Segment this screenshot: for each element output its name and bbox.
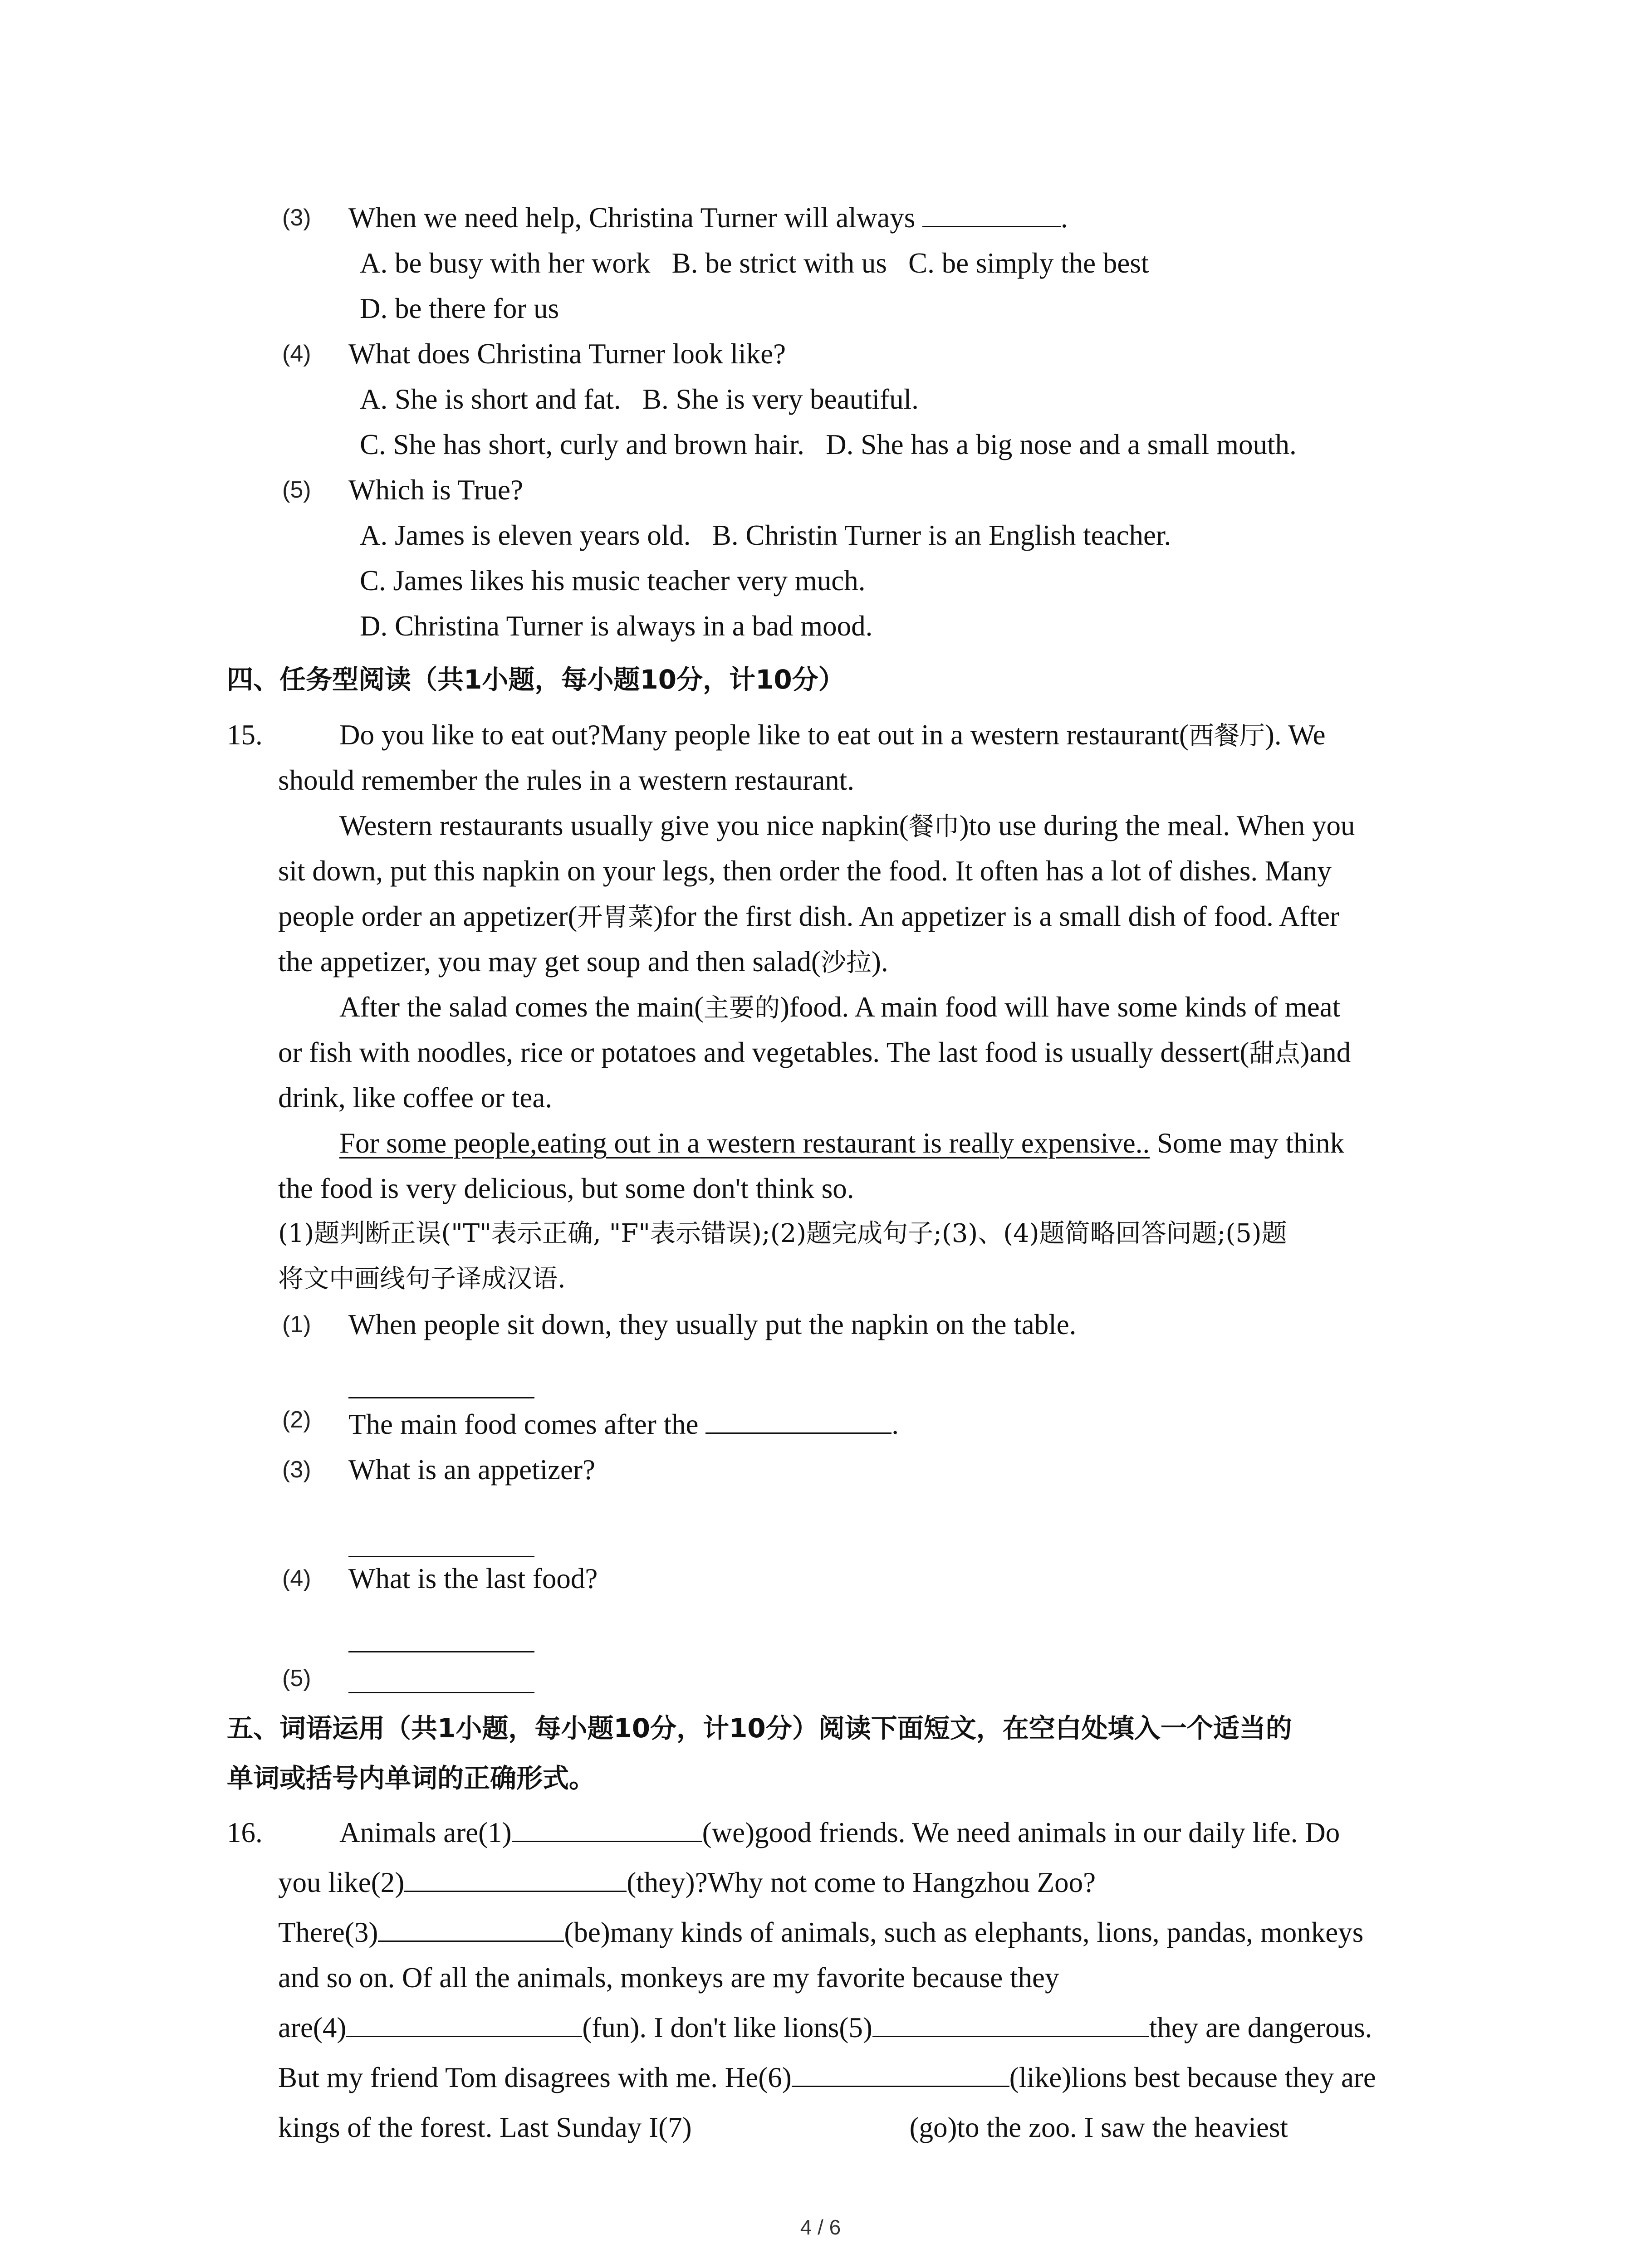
- answer-blank[interactable]: [705, 1406, 892, 1434]
- option-line: [360, 517, 1171, 553]
- sub-question-text: The main food comes after the .: [348, 1406, 899, 1442]
- option-a[interactable]: A. She is short and fat.: [360, 383, 621, 415]
- option-d[interactable]: D. Christina Turner is always in a bad mood.: [360, 610, 873, 642]
- passage-line: should remember the rules in a western restaurant.: [278, 764, 855, 796]
- sub-question-number: (4): [282, 1565, 311, 1592]
- option-b[interactable]: B. Christin Turner is an English teacher.: [712, 519, 1171, 551]
- passage-line: After the salad comes the main(主要的)food. A main food will have some kinds of meat: [339, 991, 1341, 1023]
- section-heading: 四、任务型阅读（共1小题，每小题10分，计10分）: [227, 664, 845, 695]
- passage-line: sit down, put this napkin on your legs, then order the food. It often has a lot of dishes. Many: [278, 855, 1332, 887]
- fill-blank-2[interactable]: [404, 1864, 627, 1892]
- sub-question-number: (1): [282, 1311, 311, 1338]
- answer-line[interactable]: [348, 1556, 534, 1557]
- passage-line: the appetizer, you may get soup and then salad(沙拉).: [278, 946, 888, 978]
- sub-question-text: What is the last food?: [348, 1563, 598, 1594]
- option-a[interactable]: A. James is eleven years old.: [360, 519, 691, 551]
- answer-line[interactable]: [348, 1692, 534, 1693]
- question-number: 15.: [227, 719, 263, 751]
- answer-blank[interactable]: [922, 200, 1061, 227]
- passage-line: For some people,eating out in a western restaurant is really expensive.. Some may think: [339, 1127, 1344, 1159]
- passage-line: Animals are(1) (we)good friends. We need animals in our daily life. Do: [339, 1814, 1340, 1851]
- passage-line: and so on. Of all the animals, monkeys are my favorite because they: [278, 1962, 1059, 1994]
- fill-blank-4[interactable]: [346, 2009, 582, 2037]
- option-a[interactable]: A. be busy with her work: [360, 247, 651, 279]
- option-line: [360, 381, 919, 417]
- sub-question-text: What is an appetizer?: [348, 1454, 595, 1486]
- instructions-line: 将文中画线句子译成汉语.: [278, 1264, 566, 1294]
- instructions-line: (1)题判断正误("T"表示正确, "F"表示错误);(2)题完成句子;(3)、(4)题简略回答问题;(5)题: [278, 1219, 1287, 1248]
- passage-line: the food is very delicious, but some don't think so.: [278, 1173, 854, 1204]
- section-heading: 单词或括号内单词的正确形式。: [227, 1763, 596, 1794]
- fill-blank-5[interactable]: [872, 2009, 1149, 2037]
- underlined-sentence: For some people,eating out in a western restaurant is really expensive..: [339, 1127, 1150, 1159]
- option-line: [360, 245, 1149, 281]
- option-c[interactable]: C. James likes his music teacher very much.: [360, 565, 866, 596]
- option-c[interactable]: C. She has short, curly and brown hair.: [360, 429, 804, 460]
- sub-question-number: (3): [282, 1457, 311, 1483]
- question-stem: [348, 200, 1068, 236]
- option-d[interactable]: D. be there for us: [360, 293, 559, 324]
- fill-blank-3[interactable]: [378, 1914, 564, 1942]
- passage-line: you like(2) (they)?Why not come to Hangzhou Zoo?: [278, 1864, 1096, 1901]
- option-d[interactable]: D. She has a big nose and a small mouth.: [826, 429, 1297, 460]
- passage-line: But my friend Tom disagrees with me. He(6) (like)lions best because they are: [278, 2059, 1376, 2096]
- sub-question-number: (4): [282, 341, 311, 367]
- passage-line: drink, like coffee or tea.: [278, 1082, 553, 1114]
- option-b[interactable]: B. She is very beautiful.: [642, 383, 919, 415]
- section-heading: 五、词语运用（共1小题，每小题10分，计10分）阅读下面短文，在空白处填入一个适当的: [227, 1713, 1292, 1744]
- option-b[interactable]: B. be strict with us: [671, 247, 887, 279]
- fill-blank-6[interactable]: [792, 2059, 1009, 2087]
- stem-text: When we need help, Christina Turner will always: [348, 202, 923, 234]
- passage-line: Do you like to eat out?Many people like to eat out in a western restaurant(西餐厅). We: [339, 719, 1326, 751]
- sub-question-text: When people sit down, they usually put the napkin on the table.: [348, 1309, 1077, 1340]
- passage-line: are(4) (fun). I don't like lions(5) they are dangerous.: [278, 2009, 1372, 2046]
- passage-line: or fish with noodles, rice or potatoes and vegetables. The last food is usually dessert(甜点)and: [278, 1036, 1351, 1068]
- question-number: 16.: [227, 1817, 263, 1848]
- option-line: [360, 426, 1297, 463]
- passage-line: There(3) (be)many kinds of animals, such as elephants, lions, pandas, monkeys: [278, 1914, 1363, 1950]
- answer-line[interactable]: [348, 1651, 534, 1652]
- page-number: 4 / 6: [800, 2215, 841, 2239]
- answer-line[interactable]: [348, 1397, 534, 1398]
- sub-question-number: (2): [282, 1407, 311, 1433]
- passage-line: people order an appetizer(开胃菜)for the first dish. An appetizer is a small dish of food. After: [278, 900, 1340, 932]
- passage-line: kings of the forest. Last Sunday I(7) (go)to the zoo. I saw the heaviest: [278, 2112, 1288, 2143]
- question-stem: Which is True?: [348, 474, 523, 506]
- passage-line: Western restaurants usually give you nice napkin(餐巾)to use during the meal. When you: [339, 810, 1355, 841]
- question-stem: What does Christina Turner look like?: [348, 338, 786, 370]
- sub-question-number: (3): [282, 205, 311, 231]
- fill-blank-1[interactable]: [512, 1814, 702, 1842]
- sub-question-number: (5): [282, 1665, 311, 1691]
- option-c[interactable]: C. be simply the best: [908, 247, 1149, 279]
- sub-question-number: (5): [282, 477, 311, 503]
- stem-text: .: [1061, 202, 1068, 234]
